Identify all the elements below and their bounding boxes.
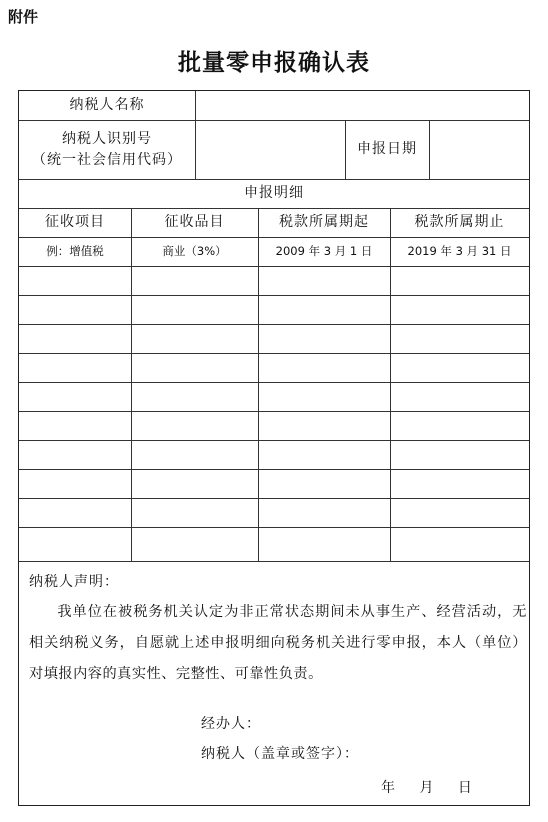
row-divider <box>19 498 529 499</box>
declare-date-label: 申报日期 <box>357 141 417 158</box>
column-header-tax-category: 征收品目 <box>164 214 225 231</box>
row-divider <box>19 382 529 383</box>
declaration-text: 我单位在被税务机关认定为非正常状态期间未从事生产、经营活动，无相关纳税义务，自愿就上述申报明细向税务机关进行零申报，本人（单位）对填报内容的真实性、完整性、可靠性负责。 <box>29 604 527 682</box>
details-section-title: 申报明细 <box>244 185 304 202</box>
example-period-start: 2009 年 3 月 1 日 <box>275 244 373 259</box>
row-divider <box>19 411 529 412</box>
row-divider <box>19 295 529 296</box>
column-header-period-start: 税款所属期起 <box>279 214 369 231</box>
row-divider <box>19 440 529 441</box>
row-divider <box>19 353 529 354</box>
declaration-section <box>19 561 529 805</box>
example-tax-category: 商业（3%） <box>162 244 227 259</box>
row-divider <box>19 527 529 528</box>
signature-date-label: 年 月 日 <box>381 780 472 796</box>
declare-date-value[interactable] <box>430 120 529 179</box>
confirmation-form <box>18 90 530 806</box>
column-header-tax-item: 征收项目 <box>45 214 105 231</box>
taxpayer-id-label <box>19 120 195 179</box>
attachment-label: 附件 <box>8 8 39 26</box>
taxpayer-id-label-line2: （统一社会信用代码） <box>32 151 182 168</box>
taxpayer-id-label-line1: 纳税人识别号 <box>62 131 152 148</box>
operator-label: 经办人： <box>201 716 261 732</box>
taxpayer-name-label: 纳税人名称 <box>69 97 145 114</box>
taxpayer-id-value[interactable] <box>196 120 345 179</box>
column-header-period-end: 税款所属期止 <box>414 214 505 231</box>
declaration-title: 纳税人声明： <box>29 574 119 590</box>
page-title: 批量零申报确认表 <box>178 50 370 76</box>
row-divider <box>19 469 529 470</box>
row-divider <box>19 324 529 325</box>
example-tax-item: 例：增值税 <box>46 244 104 259</box>
taxpayer-name-value[interactable] <box>196 91 529 120</box>
example-period-end: 2019 年 3 月 31 日 <box>407 244 512 259</box>
taxpayer-signature-label: 纳税人（盖章或签字）： <box>201 746 359 762</box>
row-divider <box>19 266 529 267</box>
